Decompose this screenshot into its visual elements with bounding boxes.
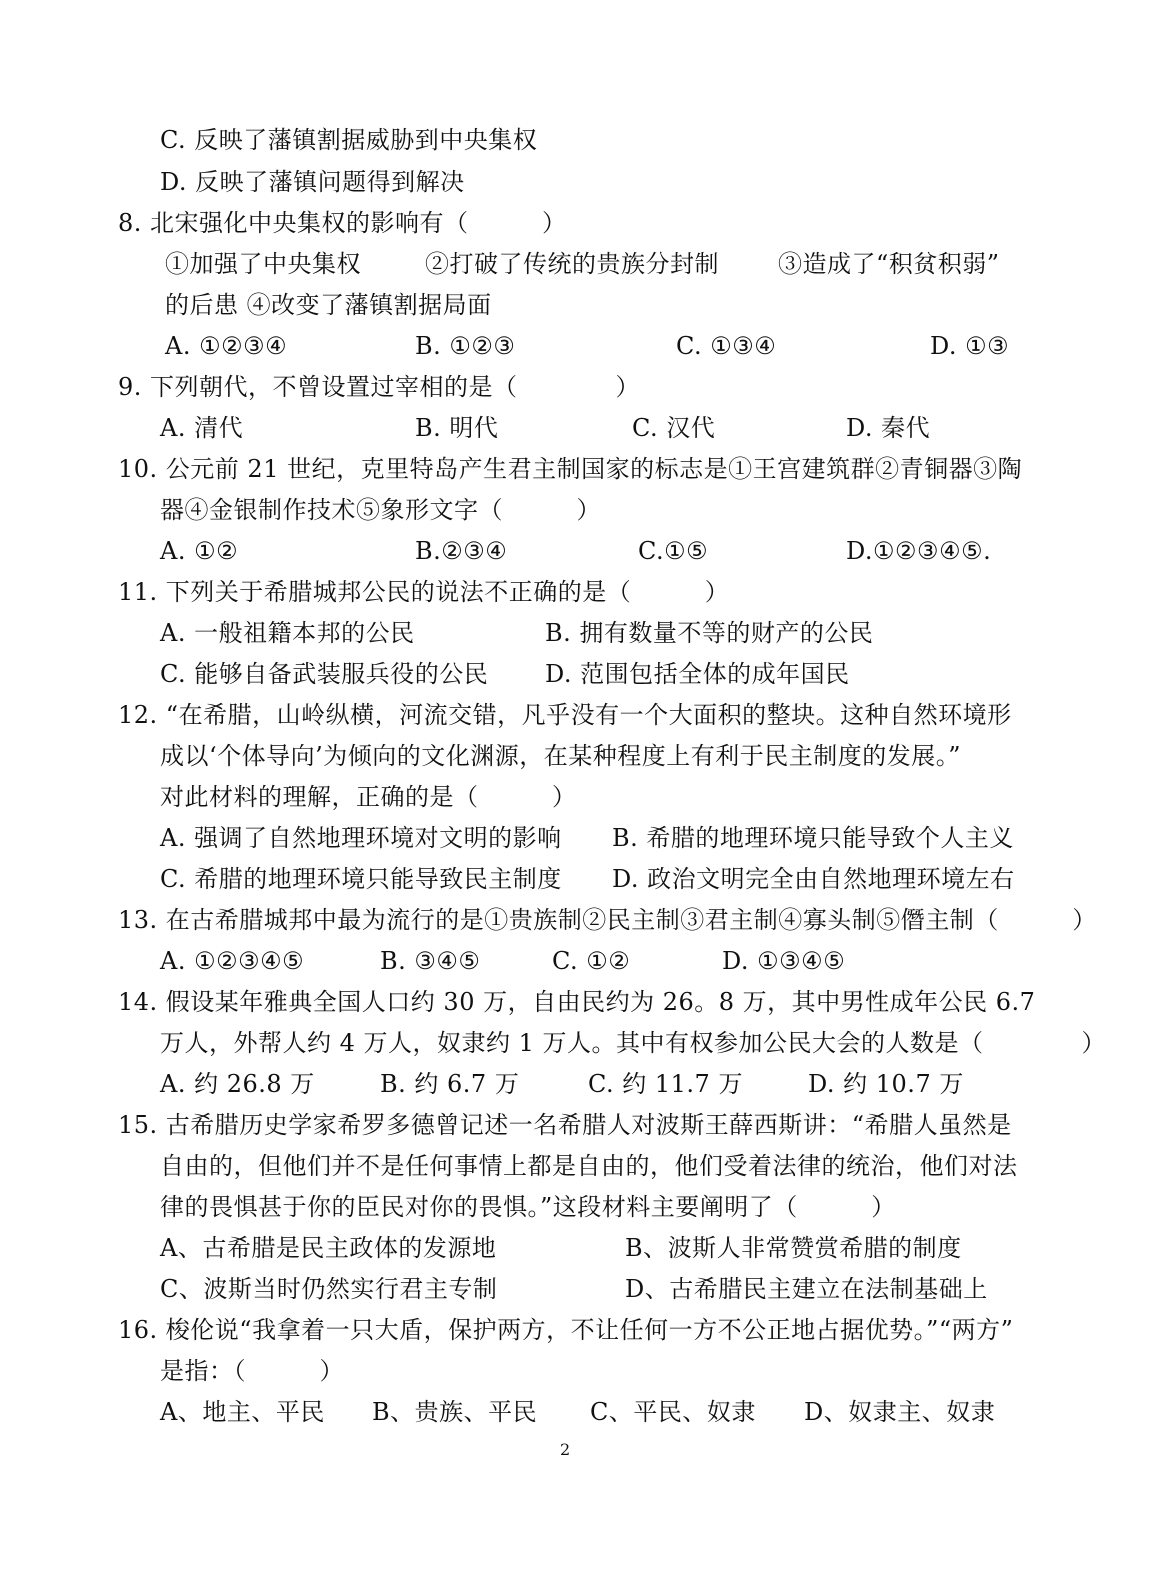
q8-item-3: ③造成了“积贫积弱” [778, 250, 1000, 278]
q10-option-c: C.①⑤ [638, 537, 709, 565]
q9-option-b: B. 明代 [415, 414, 499, 442]
q12-option-d: D. 政治文明完全由自然地理环境左右 [612, 865, 1015, 893]
q10-option-b: B.②③④ [415, 537, 508, 565]
q8-option-c: C. ①③④ [676, 332, 777, 360]
q11-option-c: C. 能够自备武装服兵役的公民 [160, 660, 489, 688]
q10-option-a: A. ①② [160, 537, 239, 565]
q8-item-3-cont: 的后患 ④改变了藩镇割据局面 [165, 291, 492, 319]
q13-option-d: D. ①③④⑤ [722, 947, 846, 975]
q16-option-c: C、平民、奴隶 [590, 1398, 756, 1426]
q10-stem-line2: 器④金银制作技术⑤象形文字（ ） [160, 496, 601, 524]
q13-option-a: A. ①②③④⑤ [160, 947, 305, 975]
q11-stem: 11. 下列关于希腊城邦公民的说法不正确的是（ ） [118, 578, 730, 606]
q9-stem: 9. 下列朝代，不曾设置过宰相的是（ ） [118, 373, 641, 401]
q15-stem-line1: 15. 古希腊历史学家希罗多德曾记述一名希腊人对波斯王薛西斯讲：“希腊人虽然是 [118, 1111, 1012, 1139]
q11-option-d: D. 范围包括全体的成年国民 [545, 660, 850, 688]
q15-option-d: D、古希腊民主建立在法制基础上 [625, 1275, 988, 1303]
q8-item-2: ②打破了传统的贵族分封制 [425, 250, 719, 278]
q13-option-c: C. ①② [552, 947, 631, 975]
q10-stem-line1: 10. 公元前 21 世纪，克里特岛产生君主制国家的标志是①王宫建筑群②青铜器③陶 [118, 455, 1023, 483]
q7-option-d: D. 反映了藩镇问题得到解决 [160, 168, 465, 196]
q12-stem-line1: 12. “在希腊，山岭纵横，河流交错，凡乎没有一个大面积的整块。这种自然环境形 [118, 701, 1012, 729]
q15-stem-line3: 律的畏惧甚于你的臣民对你的畏惧。”这段材料主要阐明了（ ） [160, 1193, 896, 1221]
q8-option-a: A. ①②③④ [165, 332, 288, 360]
q16-stem-line1: 16. 梭伦说“我拿着一只大盾，保护两方，不让任何一方不公正地占据优势。”“两方” [118, 1316, 1014, 1344]
q8-stem: 8. 北宋强化中央集权的影响有（ ） [118, 209, 567, 237]
q12-option-a: A. 强调了自然地理环境对文明的影响 [160, 824, 562, 852]
q9-option-d: D. 秦代 [846, 414, 931, 442]
q14-option-b: B. 约 6.7 万 [380, 1070, 520, 1098]
q8-item-1: ①加强了中央集权 [165, 250, 361, 278]
q11-option-a: A. 一般祖籍本邦的公民 [160, 619, 415, 647]
q12-option-b: B. 希腊的地理环境只能导致个人主义 [612, 824, 1014, 852]
q8-option-b: B. ①②③ [415, 332, 516, 360]
q16-option-a: A、地主、平民 [160, 1398, 325, 1426]
q14-stem-line1: 14. 假设某年雅典全国人口约 30 万，自由民约为 26。8 万，其中男性成年公民 6.7 [118, 988, 1036, 1016]
q14-option-c: C. 约 11.7 万 [588, 1070, 743, 1098]
page-number: 2 [560, 1440, 571, 1459]
q14-option-a: A. 约 26.8 万 [160, 1070, 315, 1098]
q16-stem-line2: 是指：（ ） [160, 1357, 344, 1385]
q9-option-a: A. 清代 [160, 414, 244, 442]
q8-option-d: D. ①③ [930, 332, 1010, 360]
q10-option-d: D.①②③④⑤. [846, 537, 992, 565]
q15-option-b: B、波斯人非常赞赏希腊的制度 [625, 1234, 962, 1262]
q16-option-b: B、贵族、平民 [372, 1398, 538, 1426]
q15-option-c: C、波斯当时仍然实行君主专制 [160, 1275, 498, 1303]
q11-option-b: B. 拥有数量不等的财产的公民 [545, 619, 874, 647]
q15-option-a: A、古希腊是民主政体的发源地 [160, 1234, 497, 1262]
q13-stem: 13. 在古希腊城邦中最为流行的是①贵族制②民主制③君主制④寡头制⑤僭主制（ ） [118, 906, 1097, 934]
q14-option-d: D. 约 10.7 万 [808, 1070, 964, 1098]
q15-stem-line2: 自由的，但他们并不是任何事情上都是自由的，他们受着法律的统治，他们对法 [160, 1152, 1018, 1180]
q12-option-c: C. 希腊的地理环境只能导致民主制度 [160, 865, 562, 893]
q7-option-c: C. 反映了藩镇割据威胁到中央集权 [160, 126, 538, 154]
q14-stem-line2: 万人，外帮人约 4 万人，奴隶约 1 万人。其中有权参加公民大会的人数是（ ） [160, 1029, 1107, 1057]
q9-option-c: C. 汉代 [632, 414, 716, 442]
q12-stem-line2: 成以‘个体导向’为倾向的文化渊源，在某种程度上有利于民主制度的发展。” [160, 742, 962, 770]
q16-option-d: D、奴隶主、奴隶 [804, 1398, 996, 1426]
q12-stem-line3: 对此材料的理解，正确的是（ ） [160, 783, 577, 811]
q13-option-b: B. ③④⑤ [380, 947, 481, 975]
